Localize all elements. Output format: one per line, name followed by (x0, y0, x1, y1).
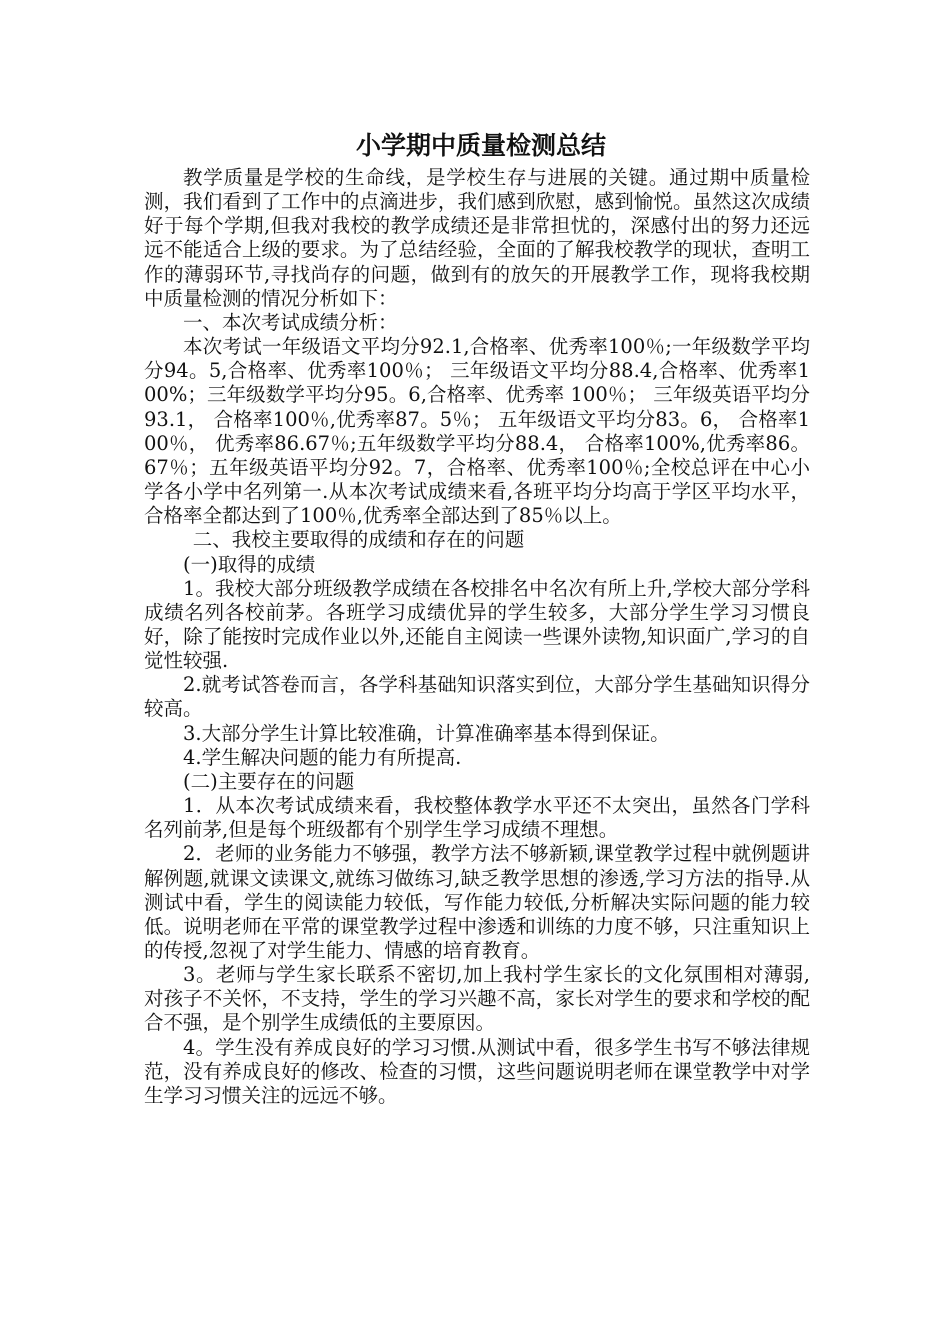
subsection-heading-problems: (二)主要存在的问题 (183, 769, 355, 793)
document-page (144, 128, 810, 1108)
achievement-item: 2.就考试答卷而言，各学科基础知识落实到位，大部分学生基础知识得分较高。 (144, 673, 810, 721)
problem-item: 4。学生没有养成良好的学习习惯.从测试中看，很多学生书写不够法律规范，没有养成良好的修改、检查的习惯，这些问题说明老师在课堂教学中对学生学习习惯关注的远远不够。 (144, 1035, 810, 1107)
scores-paragraph: 本次考试一年级语文平均分92.1,合格率、优秀率100％;一年级数学平均分94。5,合格率、优秀率100％； 三年级语文平均分88.4,合格率、优秀率100%；三年级数学平均分95。6,合格率、优秀率 100％； 三年级英语平均分93.1， 合格率100％,优秀率87。5％； 五年级语文平均分83。6， 合格率100％， 优秀率86.67％;五年级数学平均分88.4， 合格率100%,优秀率86。67％；五年级英语平均分92。7，合格率、优秀率100％;全校总评在中心小学各小学中名列第一.从本次考试成绩来看,各班平均分均高于学区平均水平，合格率全都达到了100％,优秀率全部达到了85％以上。 (144, 335, 810, 528)
problem-item: 3。老师与学生家长联系不密切,加上我村学生家长的文化氛围相对薄弱,对孩子不关怀，不支持，学生的学习兴趣不高，家长对学生的要求和学校的配合不强，是个别学生成绩低的主要原因。 (144, 963, 810, 1035)
intro-paragraph: 教学质量是学校的生命线，是学校生存与进展的关键。通过期中质量检测，我们看到了工作中的点滴进步，我们感到欣慰，感到愉悦。虽然这次成绩好于每个学期,但我对我校的教学成绩还是非常担忧的，深感付出的努力还远远不能适合上级的要求。为了总结经验，全面的了解我校教学的现状，查明工作的薄弱环节,寻找尚存的问题，做到有的放矢的开展教学工作，现将我校期中质量检测的情况分析如下： (144, 166, 810, 310)
problem-item: 2．老师的业务能力不够强，教学方法不够新颖,课堂教学过程中就例题讲解例题,就课文读课文,就练习做练习,缺乏教学思想的渗透,学习方法的指导.从测试中看，学生的阅读能力较低，写作能力较低,分析解决实际问题的能力较低。说明老师在平常的课堂教学过程中渗透和训练的力度不够，只注重知识上的传授,忽视了对学生能力、情感的培育教育。 (144, 842, 810, 962)
document-body (144, 166, 810, 1108)
document-title: 小学期中质量检测总结 (355, 131, 606, 160)
problem-item: 1．从本次考试成绩来看，我校整体教学水平还不太突出，虽然各门学科名列前茅,但是每个班级都有个别学生学习成绩不理想。 (144, 794, 810, 842)
achievement-item: 1。我校大部分班级教学成绩在各校排名中名次有所上升,学校大部分学科成绩名列各校前茅。各班学习成绩优异的学生较多，大部分学生学习习惯良好，除了能按时完成作业以外,还能自主阅读一些课外读物,知识面广,学习的自觉性较强. (144, 576, 810, 673)
achievement-item: 4.学生解决问题的能力有所提高. (183, 745, 462, 769)
section-heading-1: 一、本次考试成绩分析： (183, 310, 398, 334)
achievement-item: 3.大部分学生计算比较准确，计算准确率基本得到保证。 (183, 721, 670, 745)
subsection-heading-achievements: (一)取得的成绩 (183, 552, 316, 576)
section-heading-2: 二、我校主要取得的成绩和存在的问题 (192, 528, 525, 552)
